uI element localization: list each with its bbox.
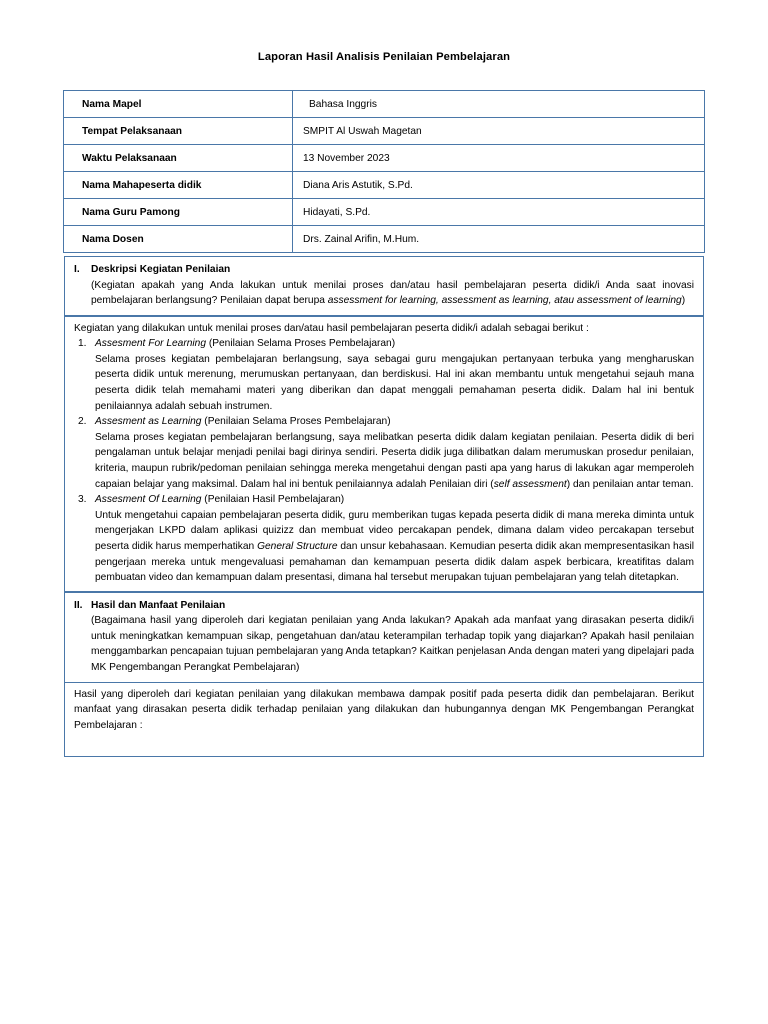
- metadata-label-cell: [64, 226, 293, 253]
- metadata-value-cell: [293, 226, 705, 253]
- metadata-label: Tempat Pelaksanaan: [82, 125, 183, 137]
- section-one-prompt-part1: (Kegiatan apakah yang Anda lakukan untuk menilai proses dan/atau hasil pembelajaran peserta didik/i Anda saat inovasi pembelajaran berlangsung? Penilaian dapat berupa: [91, 279, 694, 307]
- list-item-body-part1: Untuk mengetahui capaian pembelajaran peserta didik, guru memberikan tugas kepada peserta didik di mana mereka diminta untuk mengerjakan LKPD dalam aplikasi quizizz dan membuat video percakapan pendek, dimana dalam video percakapan tersebut peserta didik harus memperhatikan: [95, 509, 694, 552]
- metadata-value-cell: [293, 145, 705, 172]
- list-item-marker: 2.: [78, 416, 87, 428]
- list-item-title: [95, 492, 694, 508]
- list-item-title-italic: Assesment as Learning: [95, 416, 202, 428]
- metadata-label: Nama Dosen: [82, 233, 144, 245]
- table-row: [64, 91, 705, 118]
- table-row: [64, 172, 705, 199]
- metadata-label: Nama Mapel: [82, 98, 142, 110]
- list-item-title-rest: (Penilaian Hasil Pembelajaran): [201, 494, 345, 506]
- list-item-title: [95, 336, 694, 352]
- section-two-answer: Hasil yang diperoleh dari kegiatan penilaian yang dilakukan membawa dampak positif pada peserta didik dan pembelajaran. Berikut manfaat yang dirasakan peserta didik terhadap penilaian yang dilakukan dan hubungannya dengan MK Pengembangan Perangkat Pembelajaran :: [74, 688, 694, 731]
- metadata-label: Nama Mahapeserta didik: [82, 179, 202, 191]
- metadata-value-cell: [293, 118, 705, 145]
- metadata-label-cell: [64, 118, 293, 145]
- table-row: [64, 226, 705, 253]
- metadata-label-cell: [64, 172, 293, 199]
- assessment-list: [74, 336, 694, 586]
- list-item: [74, 414, 694, 492]
- table-row: [64, 145, 705, 172]
- metadata-label: Waktu Pelaksanaan: [82, 152, 177, 164]
- section-one-heading: [74, 262, 694, 278]
- list-item: [74, 492, 694, 586]
- metadata-value-cell: [293, 91, 705, 118]
- metadata-label-cell: [64, 145, 293, 172]
- list-item-body-part2: ) dan penilaian antar teman.: [566, 478, 694, 490]
- section-one-intro: Kegiatan yang dilakukan untuk menilai proses dan/atau hasil pembelajaran peserta didik/i adalah sebagai berikut :: [74, 322, 589, 334]
- metadata-value: 13 November 2023: [303, 152, 390, 164]
- list-item-body: [95, 430, 694, 492]
- table-row: [64, 118, 705, 145]
- metadata-label-cell: [64, 91, 293, 118]
- list-item-body-italic: self assessment: [493, 478, 567, 490]
- table-row: [64, 199, 705, 226]
- list-item-body-part1: Selama proses kegiatan pembelajaran berlangsung, saya sebagai guru mengajukan pertanyaan terbuka yang mengharuskan peserta didik untuk merenung, merumuskan pertanyaan, dan berdiskusi. Hal ini akan membantu untuk mengetahui sejauh mana peserta didik telah memahami materi yang diberikan dan dapat menggali pemahaman peserta didik. Dalam hal ini bentuk penilaiannya adalah sebuah instrumen.: [95, 353, 694, 412]
- list-item-body-part1: Selama proses kegiatan pembelajaran berlangsung, saya melibatkan peserta didik dalam kegiatan penilaian. Peserta didik di beri pengalaman untuk belajar menjadi penilai bagi dirinya sendiri. Peserta didik juga dilibatkan dalam merumuskan prosedur penilaian, kriteria, maupun rubrik/pedoman penilaian sehingga mereka mengetahui dengan pasti apa yang harus di lakukan agar memperoleh capaian belajar yang maksimal. Dalam hal ini bentuk penilaiannya adalah Penilaian diri (: [95, 431, 694, 490]
- list-item-body: [95, 508, 694, 586]
- metadata-value: Bahasa Inggris: [309, 98, 377, 110]
- section-two-header-box: [64, 592, 704, 683]
- metadata-value-cell: [293, 172, 705, 199]
- list-item-marker: 1.: [78, 338, 87, 350]
- list-item-title: [95, 414, 694, 430]
- metadata-value: Drs. Zainal Arifin, M.Hum.: [303, 233, 420, 245]
- section-one-heading-text: Deskripsi Kegiatan Penilaian: [91, 264, 231, 275]
- list-item-title-italic: Assesment For Learning: [95, 338, 206, 350]
- metadata-label: Nama Guru Pamong: [82, 206, 180, 218]
- section-one-prompt-part2: ): [681, 295, 686, 307]
- list-item-marker: 3.: [78, 494, 87, 506]
- list-item-body: [95, 352, 694, 414]
- page-title: Laporan Hasil Analisis Penilaian Pembelajaran: [257, 51, 511, 63]
- metadata-value-cell: [293, 199, 705, 226]
- section-two-heading-text: Hasil dan Manfaat Penilaian: [91, 599, 226, 611]
- list-item-body-part2: dan unsur kebahasaan. Kemudian peserta didik akan mempresentasikan hasil pengerjaan mereka untuk mengevaluasi pemahaman dan kemampuan peserta didik dalam aspek berbicara, kreatifitas dalam pembuatan video dan kemampuan dalam presentasi, dimana hal tersebut merupakan tujuan pembelajaran yang telah ditetapkan.: [95, 541, 695, 584]
- section-two-answer-box: [64, 683, 704, 757]
- section-one-prompt: [74, 278, 694, 309]
- list-item-body-italic: General Structure: [257, 541, 338, 552]
- list-item-title-rest: (Penilaian Selama Proses Pembelajaran): [201, 416, 391, 428]
- section-one-prompt-italic: assessment for learning, assessment as learning, atau assessment of learning: [327, 295, 682, 307]
- list-item-title-italic: Assesment Of Learning: [95, 494, 202, 506]
- metadata-table: [63, 90, 705, 253]
- metadata-value: Diana Aris Astutik, S.Pd.: [303, 179, 413, 191]
- list-item: [74, 336, 694, 414]
- metadata-value: SMPIT Al Uswah Magetan: [303, 125, 422, 137]
- section-one-numeral: I.: [74, 264, 80, 275]
- section-two-heading: [74, 598, 694, 614]
- section-one-header-box: [64, 256, 704, 316]
- section-two-numeral: II.: [74, 599, 83, 611]
- list-item-title-rest: (Penilaian Selama Proses Pembelajaran): [205, 338, 396, 350]
- metadata-value: Hidayati, S.Pd.: [303, 206, 371, 218]
- metadata-label-cell: [64, 199, 293, 226]
- section-two-prompt: (Bagaimana hasil yang diperoleh dari kegiatan penilaian yang Anda lakukan? Apakah ada manfaat yang dirasakan peserta didik/i untuk meningkatkan kemampuan sikap, pengetahuan dan/atau keterampilan terhadap topik yang diajarkan? Apakah hasil penilaian menggambarkan pencapaian tujuan pembelajaran yang Anda tetapkan? Kaitkan penjelasan Anda dengan materi yang dipelajari pada MK Pengembangan Perangkat Pembelajaran): [91, 615, 694, 674]
- section-one-body-box: [64, 316, 704, 592]
